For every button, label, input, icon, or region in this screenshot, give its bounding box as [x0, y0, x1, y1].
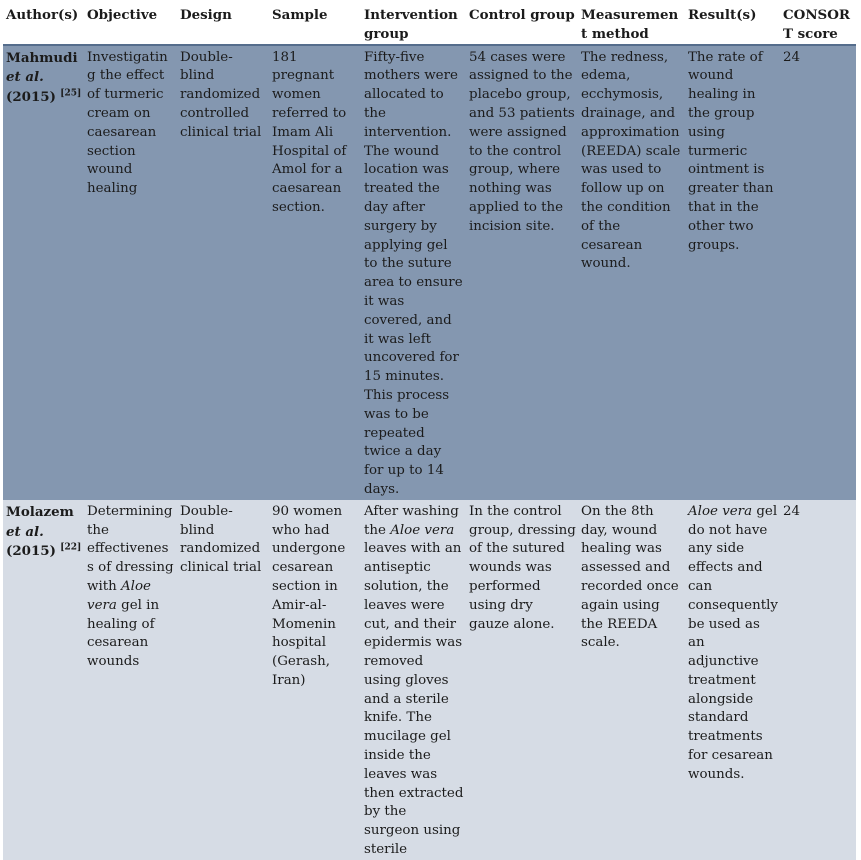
author-etal: et al. [6, 69, 44, 86]
author-year: (2015) [6, 89, 56, 106]
header-authors: Author(s) [3, 4, 84, 45]
author-year: (2015) [6, 543, 56, 560]
species-name: Aloe vera [87, 578, 151, 613]
reference-number: [22] [60, 542, 82, 553]
cell-objective [84, 500, 177, 860]
cell-result: The rate of wound healing in the group using turmeric ointment is greater than that in the other two groups. [685, 45, 780, 500]
study-characteristics-table [3, 4, 856, 860]
study-table-page [3, 4, 856, 860]
cell-sample: 90 women who had undergone cesarean section in Amir-al-Momenin hospital (Gerash, Iran) [269, 500, 361, 860]
cell-score: 24 [780, 500, 856, 860]
cell-intervention [361, 500, 466, 860]
header-intervention-group: Intervention group [361, 4, 466, 45]
header-objective: Objective [84, 4, 177, 45]
objective-text: gel in healing of cesarean wounds [87, 597, 160, 670]
cell-control: In the control group, dressing of the sutured wounds was performed using dry gauze alone. [466, 500, 578, 860]
cell-control: 54 cases were assigned to the placebo group, and 53 patients were assigned to the control group, where nothing was applied to the incision site. [466, 45, 578, 500]
table-row [3, 45, 856, 500]
cell-author [3, 500, 84, 860]
cell-intervention: Fifty-five mothers were allocated to the intervention. The wound location was treated the day after surgery by applying gel to the suture area to ensure it was covered, and it was left uncovered for 15 minutes. This process was to be repeated twice a day for up to 14 days. [361, 45, 466, 500]
cell-result [685, 500, 780, 860]
cell-design: Double-blind randomized clinical trial [177, 500, 269, 860]
cell-score: 24 [780, 45, 856, 500]
cell-author [3, 45, 84, 500]
header-results: Result(s) [685, 4, 780, 45]
reference-number: [25] [60, 88, 82, 99]
cell-measurement: On the 8th day, wound healing was assessed and recorded once again using the REEDA scale. [578, 500, 685, 860]
header-design: Design [177, 4, 269, 45]
result-text: gel do not have any side effects and can consequently be used as an adjunctive treatment alongside standard treatments for cesarean wounds. [688, 503, 778, 782]
author-name: Molazem [6, 503, 74, 520]
objective-text: Determining the effectiveness of dressing with [87, 503, 174, 594]
intervention-text: leaves with an antiseptic solution, the leaves were cut, and their epidermis was removed using gloves and a sterile knife. The mucilage gel inside the leaves was then extracted by the surgeon using sterile [364, 541, 464, 858]
table-header-row [3, 4, 856, 45]
cell-sample: 181 pregnant women referred to Imam Ali Hospital of Amol for a caesarean section. [269, 45, 361, 500]
header-sample: Sample [269, 4, 361, 45]
intervention-text: After washing the [364, 503, 459, 538]
table-row [3, 500, 856, 860]
author-etal: et al. [6, 523, 44, 540]
header-consort-score: CONSORT score [780, 4, 856, 45]
cell-design: Double-blind randomized controlled clinical trial [177, 45, 269, 500]
author-name: Mahmudi [6, 49, 78, 66]
header-control-group: Control group [466, 4, 578, 45]
cell-objective: Investigating the effect of turmeric cream on caesarean section wound healing [84, 45, 177, 500]
header-measurement-method: Measurement method [578, 4, 685, 45]
cell-measurement: The redness, edema, ecchymosis, drainage, and approximation (REEDA) scale was used to follow up on the condition of the cesarean wound. [578, 45, 685, 500]
species-name: Aloe vera [390, 522, 455, 538]
species-name: Aloe vera [688, 503, 753, 519]
